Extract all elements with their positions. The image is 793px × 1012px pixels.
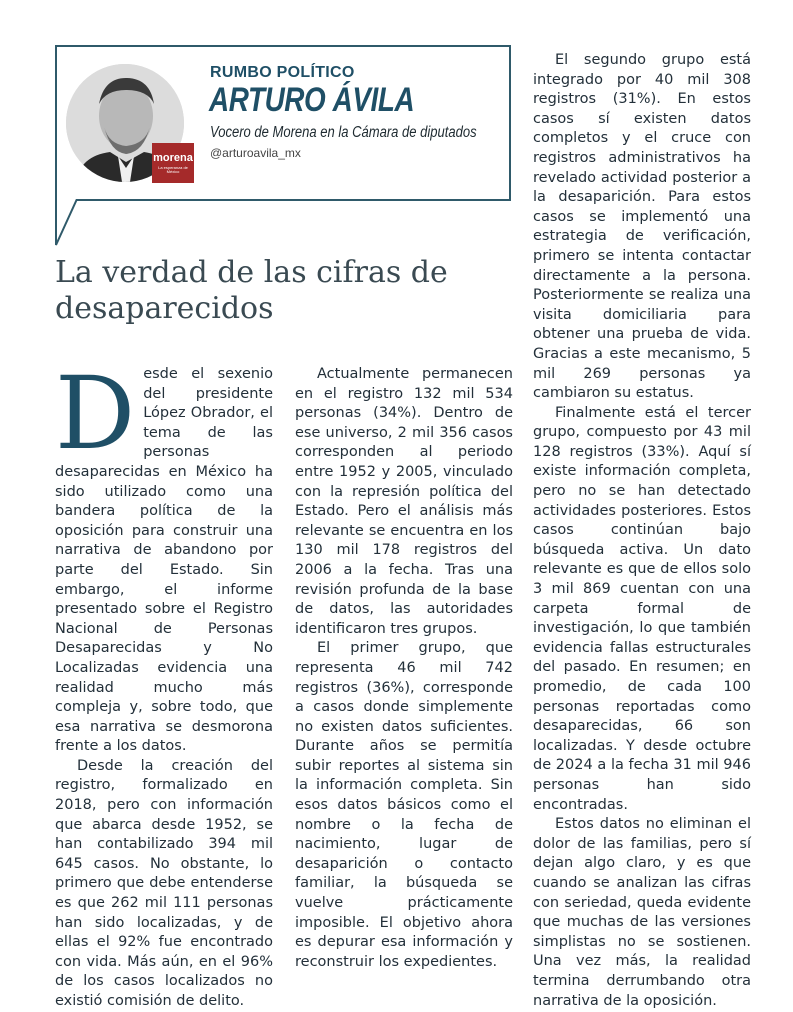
article-paragraph: Estos datos no eliminan el dolor de las familias, pero sí dejan algo claro, y es que cuando se analizan las cifras con seriedad, queda evidente que muchas de las versiones simplistas no se sostienen. Una vez más, la realidad termina derrumbando otra narrativa de la oposición. [533,816,751,1009]
article-column-1 [55,355,273,1012]
author-name: ARTURO ÁVILA [209,81,415,119]
author-handle[interactable]: @arturoavila_mx [210,146,301,160]
drop-cap: D [55,355,136,472]
article-paragraph: Actualmente permanecen en el registro 132 mil 534 personas (34%). Dentro de ese universo, 2 mil 356 casos corresponden al periodo entre 1952 y 2005, vinculado con la represión política del Estado. Pero el análisis más relevante se encuentra en los 130 mil 178 registros del 2006 a la fecha. Tras una revisión profunda de la base de datos, las autoridades identificaron tres grupos. [295,366,513,637]
party-badge-text: morena [153,152,193,164]
column-kicker: RUMBO POLÍTICO [210,64,355,81]
article-column-3 [533,51,751,1011]
party-badge-subtext: La esperanza de México [158,165,188,174]
article-paragraph: Desde la creación del registro, formalizado en 2018, pero con información que abarca desde 1952, se han contabilizado 394 mil 645 casos. No obstante, lo primero que debe entenderse es que 262 mil 111 personas han sido localizadas, y de ellas el 92% fue encontrado con vida. Más aún, en el 96% de los casos localizados no existió comisión de delito. [55,757,273,1009]
article-paragraph: El primer grupo, que representa 46 mil 742 registros (36%), corresponde a casos donde simplemente no existen datos suficientes. Durante años se permitía subir reportes al sistema sin la información completa. Sin esos datos básicos como el nombre o la fecha de nacimiento, lugar de desaparición o contacto familiar, la búsqueda se vuelve prácticamente imposible. El objetivo ahora es depurar esa información y reconstruir los expedientes. [295,640,513,970]
article-paragraph: Finalmente está el tercer grupo, compuesto por 43 mil 128 registros (33%). Aquí sí existe información completa, pero no se han detectado actividades posteriores. Estos casos continúan bajo búsqueda activa. Un dato relevante es que de ellos solo 3 mil 869 cuentan con una carpeta formal de investigación, lo que también evidencia fallas estructurales del pasado. En resumen; en promedio, de cada 100 personas reportadas como desaparecidas, 66 son localizadas. Y desde octubre de 2024 a la fecha 31 mil 946 personas han sido encontradas. [533,404,751,813]
speech-bubble-tail [55,199,79,249]
party-badge [152,143,194,183]
article-headline: La verdad de las cifras de desaparecidos [55,255,448,326]
article-paragraph: esde el sexenio del presidente López Obrador, el tema de las personas desaparecidas en México ha sido utilizado como una bandera política de la oposición para construir una narrativa de abandono por parte del Estado. Sin embargo, el informe presentado sobre el Registro Nacional de Personas Desaparecidas y No Localizadas evidencia una realidad mucho más compleja y, sobre todo, que esa narrativa se desmorona frente a los datos. [55,366,273,755]
article-column-2 [295,365,513,972]
article-paragraph: El segundo grupo está integrado por 40 mil 308 registros (31%). En estos casos sí existen datos completos y el cruce con registros administrativos ha revelado actividad posterior a la desaparición. Para estos casos se implementó una estrategia de verificación, primero se intenta contactar directamente a la persona. Posteriormente se realiza una visita domiciliaria para obtener una prueba de vida. Gracias a este mecanismo, 5 mil 269 personas ya cambiaron su estatus. [533,52,751,402]
author-role: Vocero de Morena en la Cámara de diputados [210,124,477,141]
